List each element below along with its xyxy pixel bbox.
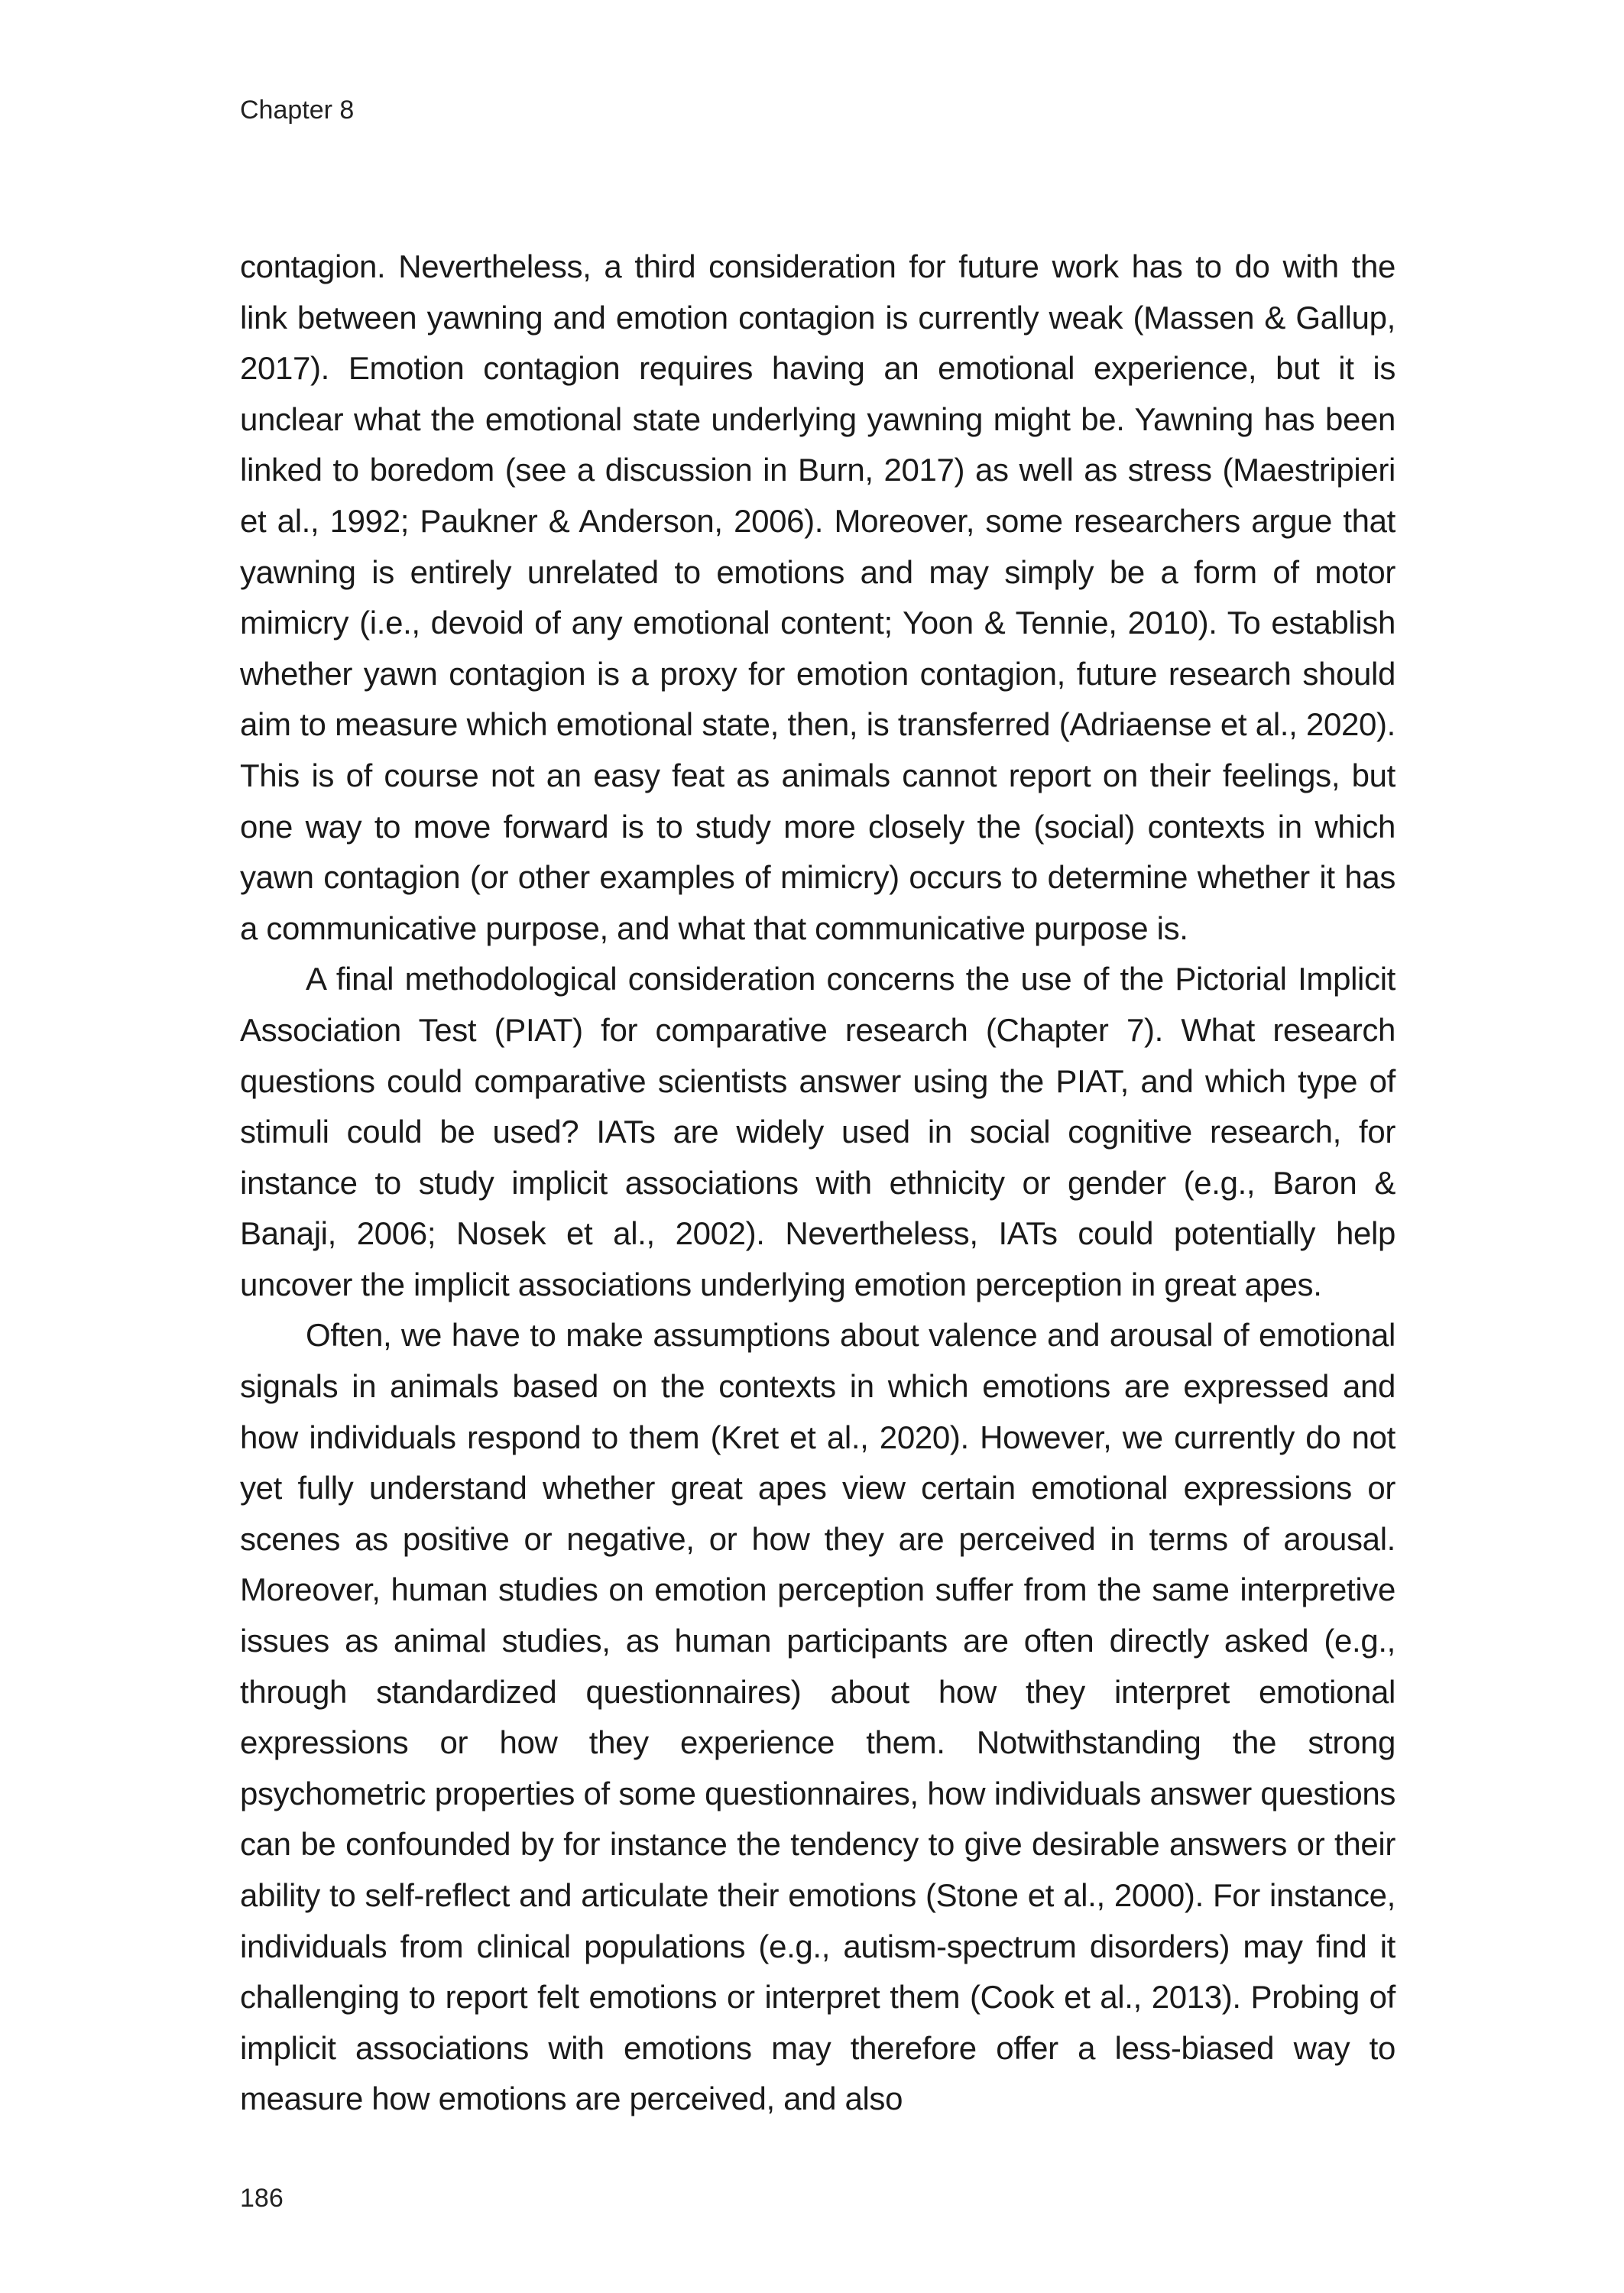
page-number: 186 — [240, 2184, 284, 2213]
paragraph-valence-arousal: Often, we have to make assumptions about valence and arousal of emotional signals in animals based on the contexts in which emotions are expressed and how individuals respond to them (Kret et al., 2020). However, we currently do not yet fully understand whether great apes view certain emotional expressions or scenes as positive or negative, or how they are perceived in terms of arousal. Moreover, human studies on emotion perception suffer from the same interpretive issues as animal studies, as human participants are often directly asked (e.g., through standardized questionnaires) about how they interpret emotional expressions or how they experience them. Notwithstanding the strong psychometric properties of some questionnaires, how individuals answer questions can be confounded by for instance the tendency to give desirable answers or their ability to self-reflect and articulate their emotions (Stone et al., 2000). For instance, individuals from clinical populations (e.g., autism-spectrum disorders) may find it challenging to report felt emotions or interpret them (Cook et al., 2013). Probing of implicit associations with emotions may therefore offer a less-biased way to measure how emotions are perceived, and also — [240, 1317, 1395, 2117]
running-header-chapter: Chapter 8 — [240, 96, 355, 125]
body-text — [240, 242, 1395, 2125]
paragraph-piat-consideration: A final methodological consideration concerns the use of the Pictorial Implicit Association Test (PIAT) for comparative research (Chapter 7). What research questions could comparative scientists answer using the PIAT, and which type of stimuli could be used? IATs are widely used in social cognitive research, for instance to study implicit associations with ethnicity or gender (e.g., Baron & Banaji, 2006; Nosek et al., 2002). Nevertheless, IATs could potentially help uncover the implicit associations underlying emotion perception in great apes. — [240, 961, 1395, 1302]
paragraph-yawn-contagion: contagion. Nevertheless, a third consideration for future work has to do with the link between yawning and emotion contagion is currently weak (Massen & Gallup, 2017). Emotion contagion requires having an emotional experience, but it is unclear what the emotional state underlying yawning might be. Yawning has been linked to boredom (see a discussion in Burn, 2017) as well as stress (Maestripieri et al., 1992; Paukner & Anderson, 2006). Moreover, some researchers argue that yawning is entirely unrelated to emotions and may simply be a form of motor mimicry (i.e., devoid of any emotional content; Yoon & Tennie, 2010). To establish whether yawn contagion is a proxy for emotion contagion, future research should aim to measure which emotional state, then, is transferred (Adriaense et al., 2020). This is of course not an easy feat as animals cannot report on their feelings, but one way to move forward is to study more closely the (social) contexts in which yawn contagion (or other examples of mimicry) occurs to determine whether it has a communicative purpose, and what that communicative purpose is. — [240, 248, 1395, 946]
